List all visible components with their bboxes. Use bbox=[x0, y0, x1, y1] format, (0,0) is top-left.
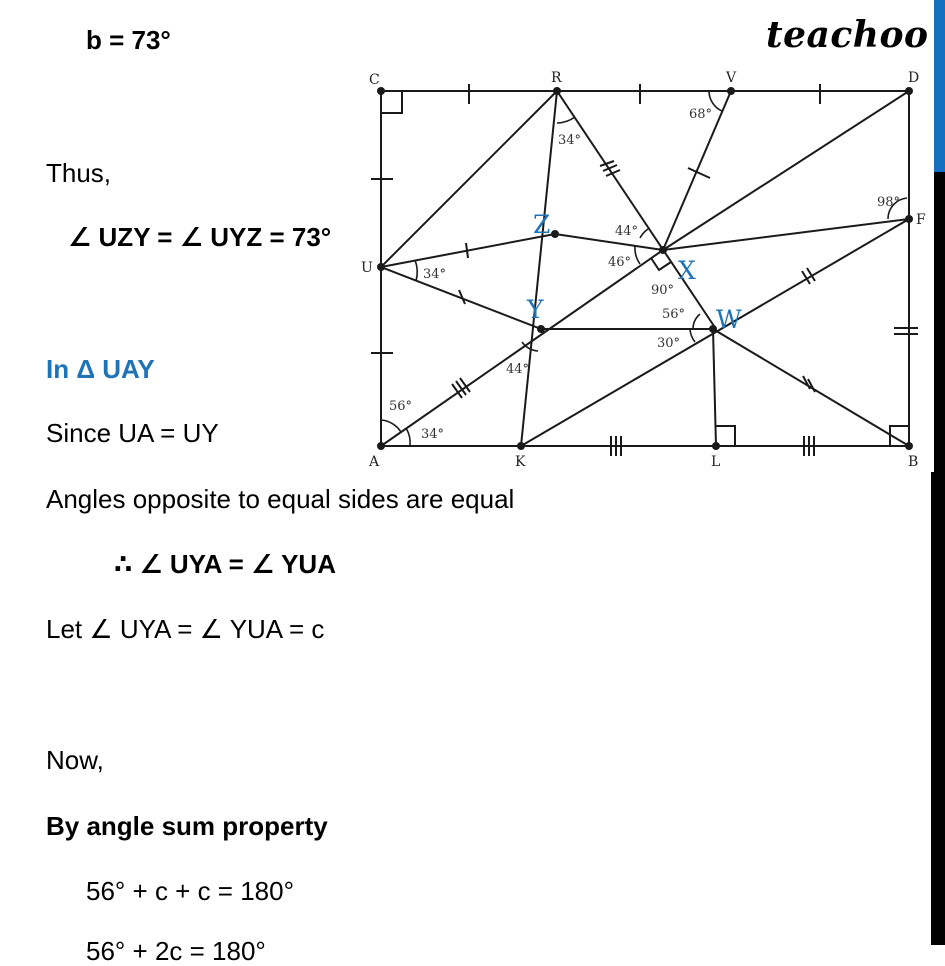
equation-clipped-line: 56° + 2c = 180° bbox=[86, 936, 266, 966]
point-label-f: F bbox=[916, 212, 926, 228]
since-line: Since UA = UY bbox=[46, 418, 219, 448]
b-value-line: b = 73° bbox=[86, 25, 171, 55]
angle-label-a-56: 56° bbox=[389, 399, 413, 414]
section-heading-uay: In Δ UAY bbox=[46, 354, 155, 384]
geometry-diagram bbox=[355, 62, 935, 472]
point-label-w: W bbox=[716, 305, 742, 334]
point-label-y: Y bbox=[527, 295, 544, 324]
point-label-x: X bbox=[678, 256, 696, 285]
angle-label-x-90: 90° bbox=[651, 283, 675, 298]
angles-opposite-line: Angles opposite to equal sides are equal bbox=[46, 484, 515, 514]
angle-label-y-44: 44° bbox=[506, 362, 530, 377]
therefore-line: ∴ ∠ UYA = ∠ YUA bbox=[114, 549, 336, 579]
angle-label-x-46: 46° bbox=[608, 255, 632, 270]
thus-line: Thus, bbox=[46, 158, 112, 188]
point-label-d: D bbox=[908, 70, 920, 86]
now-line: Now, bbox=[46, 745, 104, 775]
point-label-r: R bbox=[551, 70, 562, 86]
point-label-u: U bbox=[361, 260, 373, 276]
point-label-k: K bbox=[515, 454, 526, 470]
point-label-l: L bbox=[711, 454, 721, 470]
point-label-b: B bbox=[908, 454, 919, 470]
point-label-v: V bbox=[726, 70, 737, 86]
slide-progress-bar-blue bbox=[934, 0, 945, 172]
angle-label-x-44: 44° bbox=[615, 224, 639, 239]
teachoo-logo: teachoo bbox=[766, 14, 929, 56]
point-label-z: Z bbox=[533, 210, 551, 239]
angle-label-r-34: 34° bbox=[558, 133, 582, 148]
equal-side-ticks bbox=[371, 84, 918, 456]
angle-label-w-56: 56° bbox=[662, 307, 686, 322]
angle-label-f-98: 98° bbox=[877, 195, 901, 210]
angle-label-a-34: 34° bbox=[421, 427, 445, 442]
equation-line: 56° + c + c = 180° bbox=[86, 876, 294, 906]
slide-edge-bar bbox=[934, 172, 945, 472]
angle-label-u-34: 34° bbox=[423, 267, 447, 282]
angle-sum-heading: By angle sum property bbox=[46, 811, 328, 841]
uzy-uyz-line: ∠ UZY = ∠ UYZ = 73° bbox=[68, 222, 332, 252]
angle-label-v-68: 68° bbox=[689, 107, 713, 122]
let-line: Let ∠ UYA = ∠ YUA = c bbox=[46, 614, 325, 644]
right-angle-markers bbox=[381, 91, 909, 446]
slide-edge-bar-lower bbox=[931, 472, 945, 945]
diagram-lines bbox=[381, 91, 909, 446]
point-label-c: C bbox=[369, 72, 380, 88]
angle-label-w-30: 30° bbox=[657, 336, 681, 351]
point-label-a: A bbox=[369, 454, 380, 470]
